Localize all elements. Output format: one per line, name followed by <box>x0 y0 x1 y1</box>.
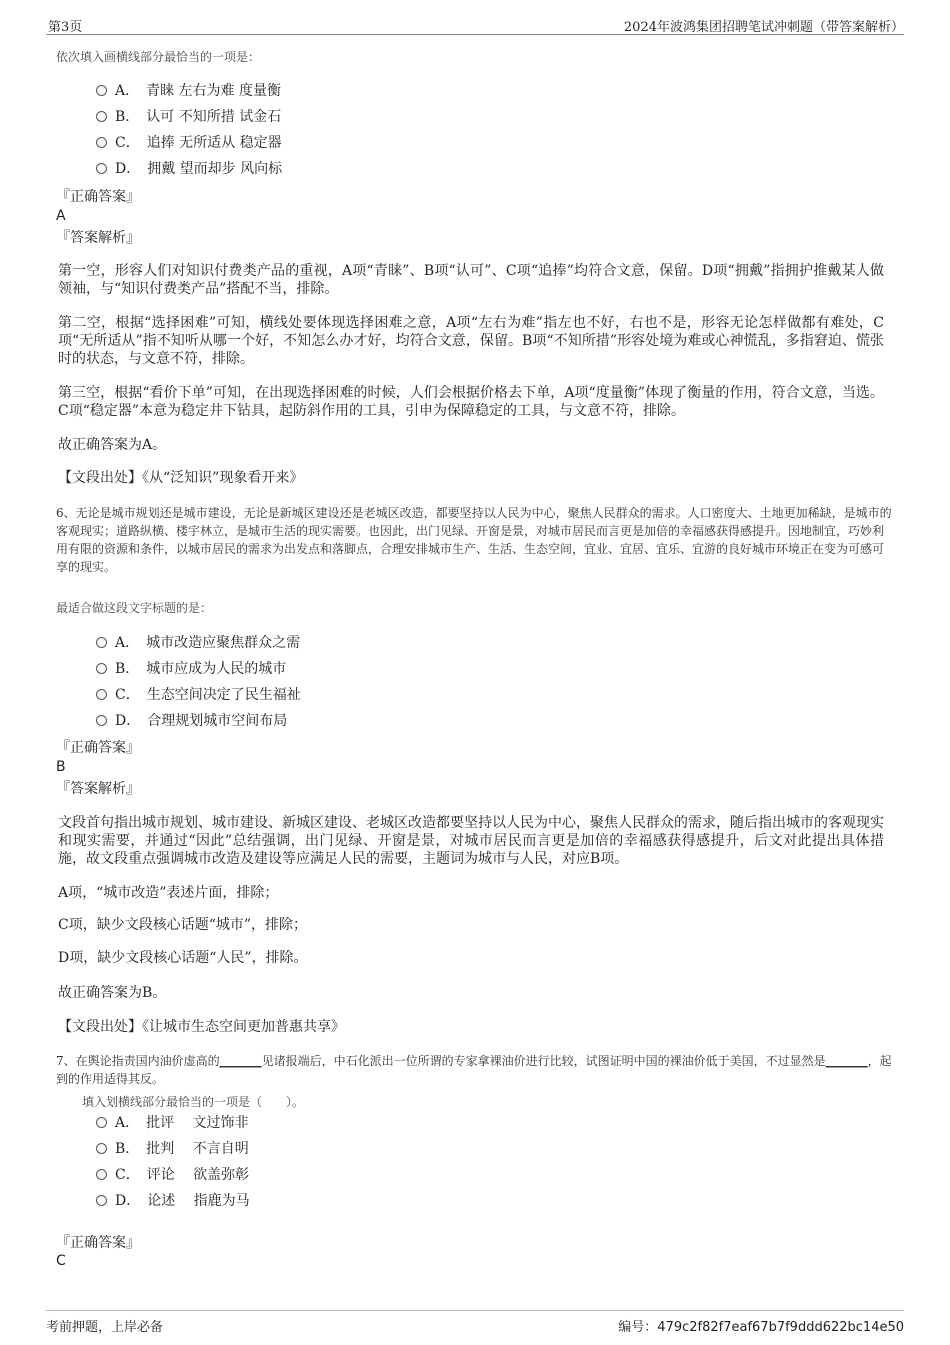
q6-analysis-3: C项，缺少文段核心话题“城市”，排除； <box>58 917 308 933</box>
radio-icon[interactable] <box>96 1195 107 1206</box>
q7-option-d[interactable]: D． 论述 指鹿为马 <box>96 1191 250 1211</box>
q5-source: 【文段出处】《从“泛知识”现象看开来》 <box>58 470 304 486</box>
q6-analysis-2: A项，“城市改造”表述片面，排除； <box>58 885 279 901</box>
radio-icon[interactable] <box>96 137 107 148</box>
q6-option-c[interactable]: C． 生态空间决定了民生福祉 <box>96 685 301 705</box>
q6-analysis-1: 文段首句指出城市规划、城市建设、新城区建设、老城区改造都要坚持以人民为中心，聚焦人民群众的需求，随后指出城市的客观现实和现实需要，并通过“因此”总结强调，出门见绿、开窗是景，对城市居民而言更是加倍的幸福感获得感提升，后文对此提出具体措施，故文段重点强调城市改造及建设等应满足人民的需要，主题词为城市与人民，对应B项。 <box>58 815 884 867</box>
q5-prompt: 依次填入画横线部分最恰当的一项是： <box>56 50 261 64</box>
q5-option-c[interactable]: C． 追捧 无所适从 稳定器 <box>96 133 282 153</box>
q6-analysis-label: 『答案解析』 <box>56 781 140 797</box>
q7-answer-label: 『正确答案』 <box>56 1235 140 1251</box>
page-header <box>46 14 904 35</box>
document-title: 2024年波鸿集团招聘笔试冲刺题（带答案解析） <box>623 20 904 35</box>
q5-option-d[interactable]: D． 拥戴 望而却步 风向标 <box>96 159 282 179</box>
q6-analysis-5: 故正确答案为B。 <box>58 985 167 1001</box>
radio-icon[interactable] <box>96 637 107 648</box>
q5-analysis-3: 第三空，根据“看价下单”可知，在出现选择困难的时候，人们会根据价格去下单，A项“度量衡”体现了衡量的作用，符合文意，当选。C项“稳定器”本意为稳定井下钻具，起防斜作用的工具，引申为保障稳定的工具，与文意不符，排除。 <box>58 385 884 419</box>
q7-stem: 7、在舆论指责国内油价虚高的_______见诸报端后，中石化派出一位所谓的专家拿裸油价进行比较，试图证明中国的裸油价低于美国，不过显然是_______，起到的作用适得其反。 <box>56 1054 892 1086</box>
q6-analysis-4: D项，缺少文段核心话题“人民”，排除。 <box>58 950 308 966</box>
q6-option-b[interactable]: B． 城市应成为人民的城市 <box>96 659 286 679</box>
radio-icon[interactable] <box>96 1169 107 1180</box>
q6-stem: 6、无论是城市规划还是城市建设，无论是新城区建设还是老城区改造，都要坚持以人民为中心，聚焦人民群众的需求。人口密度大、土地更加稀缺，是城市的客观现实；道路纵横、楼宇林立，是城市生活的现实需要。也因此，出门见绿、开窗是景，对城市居民而言更是加倍的幸福感获得感提升。因地制宜，巧妙利用有限的资源和条件，以城市居民的需求为出发点和落脚点，合理安排城市生产、生活、生态空间，宜业、宜居、宜乐、宜游的良好城市环境正在变为可感可享的现实。 <box>56 506 892 574</box>
q6-option-a[interactable]: A． 城市改造应聚焦群众之需 <box>96 633 300 653</box>
q6-answer-label: 『正确答案』 <box>56 740 140 756</box>
radio-icon[interactable] <box>96 85 107 96</box>
q5-answer-label: 『正确答案』 <box>56 189 140 205</box>
q7-answer: C <box>56 1253 66 1269</box>
q5-answer: A <box>56 208 66 224</box>
q5-option-b[interactable]: B． 认可 不知所措 试金石 <box>96 107 281 127</box>
radio-icon[interactable] <box>96 1143 107 1154</box>
radio-icon[interactable] <box>96 689 107 700</box>
document-code: 编号：479c2f82f7eaf67b7f9ddd622bc14e50 <box>618 1320 904 1335</box>
radio-icon[interactable] <box>96 715 107 726</box>
q5-analysis-label: 『答案解析』 <box>56 230 140 246</box>
blank-1: _______ <box>219 1054 262 1068</box>
radio-icon[interactable] <box>96 663 107 674</box>
page-number: 第3页 <box>48 20 83 35</box>
q5-analysis-2: 第二空，根据“选择困难”可知，横线处要体现选择困难之意，A项“左右为难”指左也不好，右也不是，形容无论怎样做都有难处，C项“无所适从”指不知听从哪一个好，不知怎么办才好，均符合文意，保留。B项“不知所措”形容处境为难或心神慌乱，多指窘迫、慌张时的状态，与文意不符，排除。 <box>58 315 884 367</box>
radio-icon[interactable] <box>96 111 107 122</box>
q6-option-d[interactable]: D． 合理规划城市空间布局 <box>96 711 287 731</box>
blank-2: _______ <box>825 1054 868 1068</box>
footer-slogan: 考前押题，上岸必备 <box>46 1320 164 1335</box>
radio-icon[interactable] <box>96 163 107 174</box>
q6-answer: B <box>56 759 66 775</box>
q5-analysis-4: 故正确答案为A。 <box>58 437 167 453</box>
q6-source: 【文段出处】《让城市生态空间更加普惠共享》 <box>58 1019 345 1035</box>
q7-option-b[interactable]: B． 批判 不言自明 <box>96 1139 249 1159</box>
q6-prompt: 最适合做这段文字标题的是： <box>56 601 213 615</box>
page-footer <box>46 1310 904 1335</box>
q7-option-c[interactable]: C． 评论 欲盖弥彰 <box>96 1165 249 1185</box>
q5-analysis-1: 第一空，形容人们对知识付费类产品的重视，A项“青睐”、B项“认可”、C项“追捧”均符合文意，保留。D项“拥戴”指拥护推戴某人做领袖，与“知识付费类产品”搭配不当，排除。 <box>58 263 884 297</box>
q7-option-a[interactable]: A． 批评 文过饰非 <box>96 1113 249 1133</box>
radio-icon[interactable] <box>96 1117 107 1128</box>
q5-option-a[interactable]: A． 青睐 左右为难 度量衡 <box>96 81 281 101</box>
q7-prompt: 填入划横线部分最恰当的一项是（ ）。 <box>82 1095 305 1109</box>
